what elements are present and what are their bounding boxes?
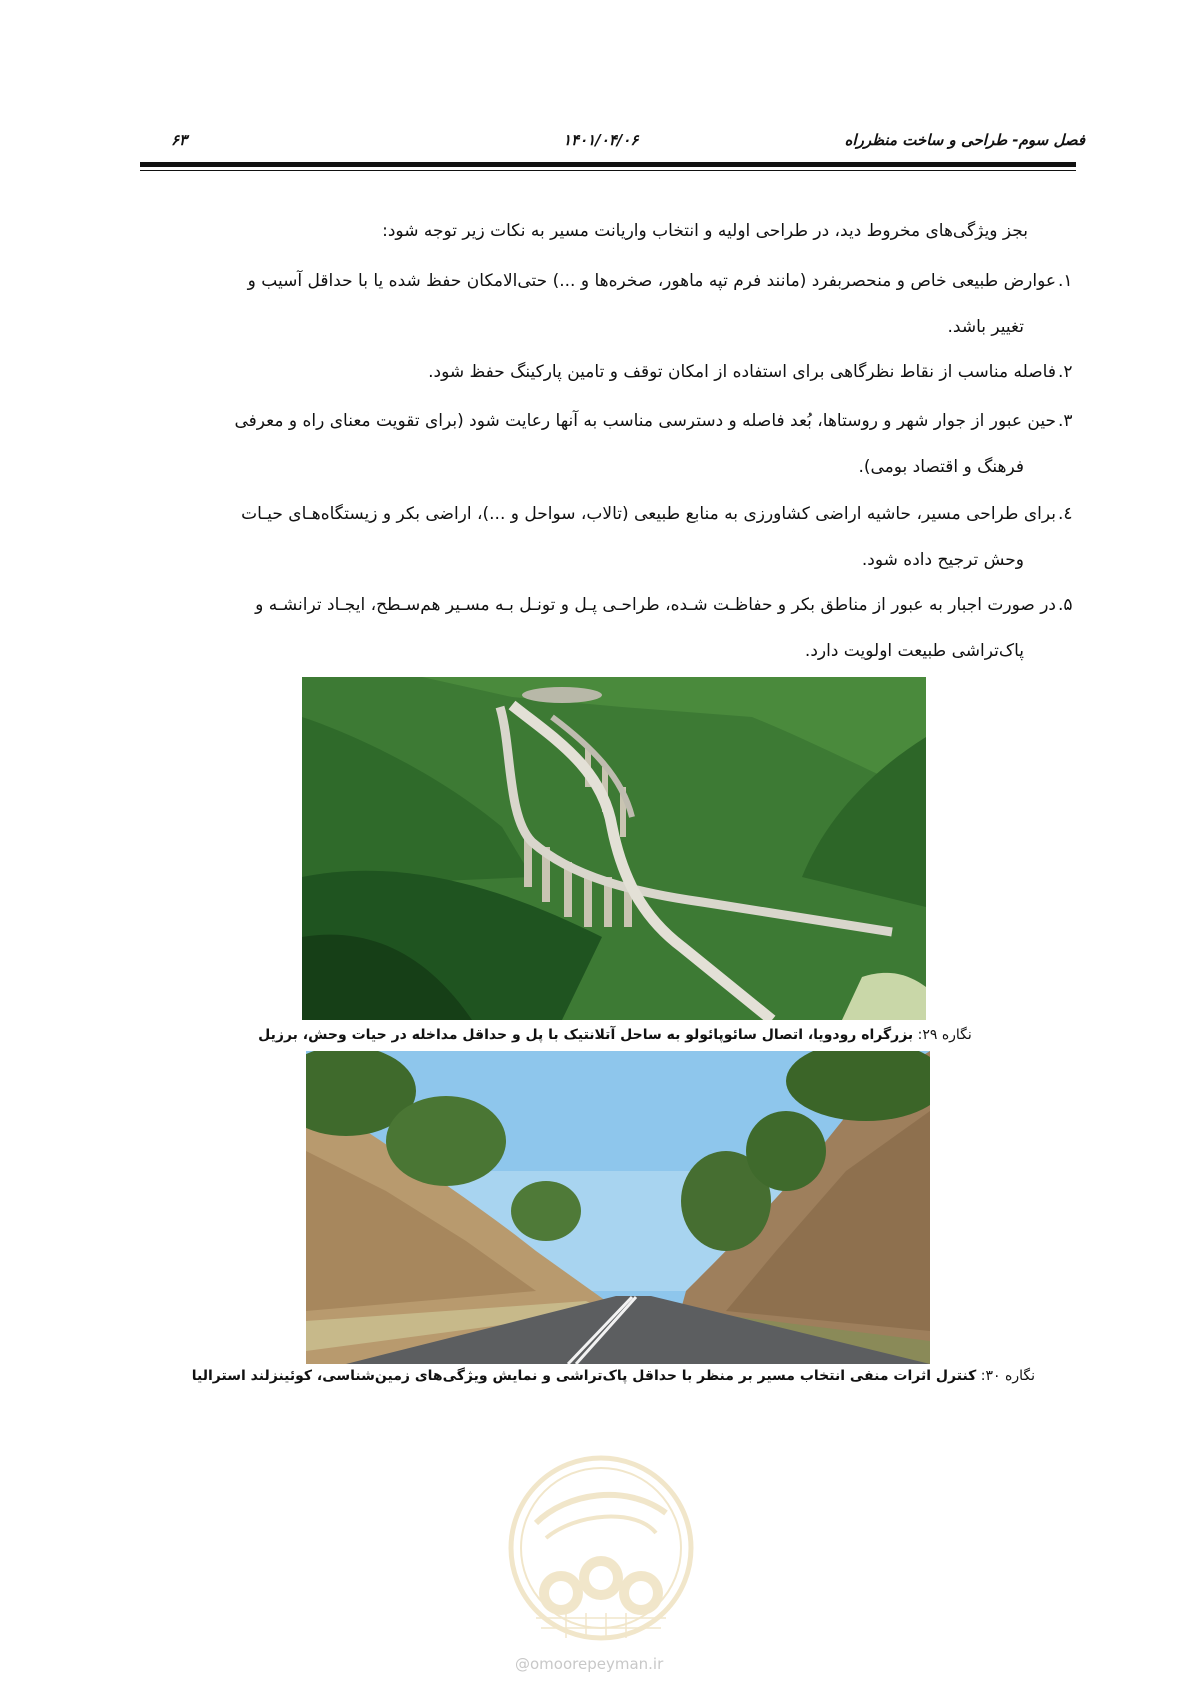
header-rule-thick (140, 162, 1076, 167)
list-item (140, 349, 1073, 395)
list-item (140, 582, 1073, 674)
watermark-website: @omoorepeyman.ir (515, 1655, 664, 1673)
page-number: ۶۳ (171, 131, 188, 149)
list-item (140, 258, 1073, 350)
list-item-text: در صورت اجبار به عبور از مناطق بکر و حفاظـت شـده، طراحـی پـل و تونـل بـه مسـیر هم‌سـطح، ایجـاد ترانشـه و (255, 595, 1056, 615)
list-item-text: حین عبور از جوار شهر و روستاها، بُعد فاصله و دسترسی مناسب به آنها رعایت شود (برای تقویت معنای راه و معرفی (234, 411, 1056, 431)
list-item-continuation: پاک‌تراشی طبیعت اولویت دارد. (804, 641, 1024, 661)
list-item (140, 398, 1073, 490)
figure-label: نگاره ۳۰: (980, 1368, 1035, 1384)
figure-caption (191, 1368, 1035, 1384)
chapter-title: فصل سوم- طراحی و ساخت منظرراه (844, 131, 1085, 149)
figure-caption (255, 1027, 975, 1043)
list-item-text: فاصله مناسب از نقاط نظرگاهی برای استفاده از امکان توقف و تامین پارکینگ حفظ شود. (428, 362, 1056, 382)
road-cut-photo (306, 1051, 930, 1364)
list-item-continuation: تغییر باشد. (947, 317, 1024, 337)
list-item-number: ۱. (1058, 271, 1073, 291)
list-item (140, 491, 1073, 583)
header-date: ۱۴۰۱/۰۴/۰۶ (563, 131, 639, 149)
list-item-number: ۲. (1058, 362, 1073, 382)
watermark-logo (506, 1453, 696, 1653)
header-rule-thin (140, 170, 1076, 171)
list-item-continuation: وحش ترجیح داده شود. (861, 550, 1024, 570)
list-item-number: ۳. (1058, 411, 1073, 431)
list-item-text: عوارض طبیعی خاص و منحصربفرد (مانند فرم تپه ماهور، صخره‌ها و ...) حتی‌الامکان حفظ شده یا با حداقل آسیب و (247, 271, 1056, 291)
list-item-number: ٤. (1058, 504, 1073, 524)
intro-paragraph: بجز ویژگی‌های مخروط دید، در طراحی اولیه و انتخاب واریانت مسیر به نکات زیر توجه شود: (382, 221, 1028, 241)
figure-caption-text: بزرگراه رودویا، اتصال سائوپائولو به ساحل آتلانتیک با پل و حداقل مداخله در حیات وحش، برزیل (258, 1027, 914, 1043)
figure-caption-text: کنترل اثرات منفی انتخاب مسیر بر منظر با حداقل پاک‌تراشی و نمایش ویژگی‌های زمین‌شناسی، کوئینزلند استرالیا (191, 1368, 977, 1384)
list-item-continuation: فرهنگ و اقتصاد بومی). (858, 457, 1024, 477)
highway-bridge-photo (302, 677, 926, 1020)
figure-label: نگاره ۲۹: (917, 1027, 972, 1043)
list-item-number: ۵. (1058, 595, 1073, 615)
list-item-text: برای طراحی مسیر، حاشیه اراضی کشاورزی به منابع طبیعی (تالاب، سواحل و ...)، اراضی بکر و زیستگاه‌هـای حیـات (241, 504, 1056, 524)
